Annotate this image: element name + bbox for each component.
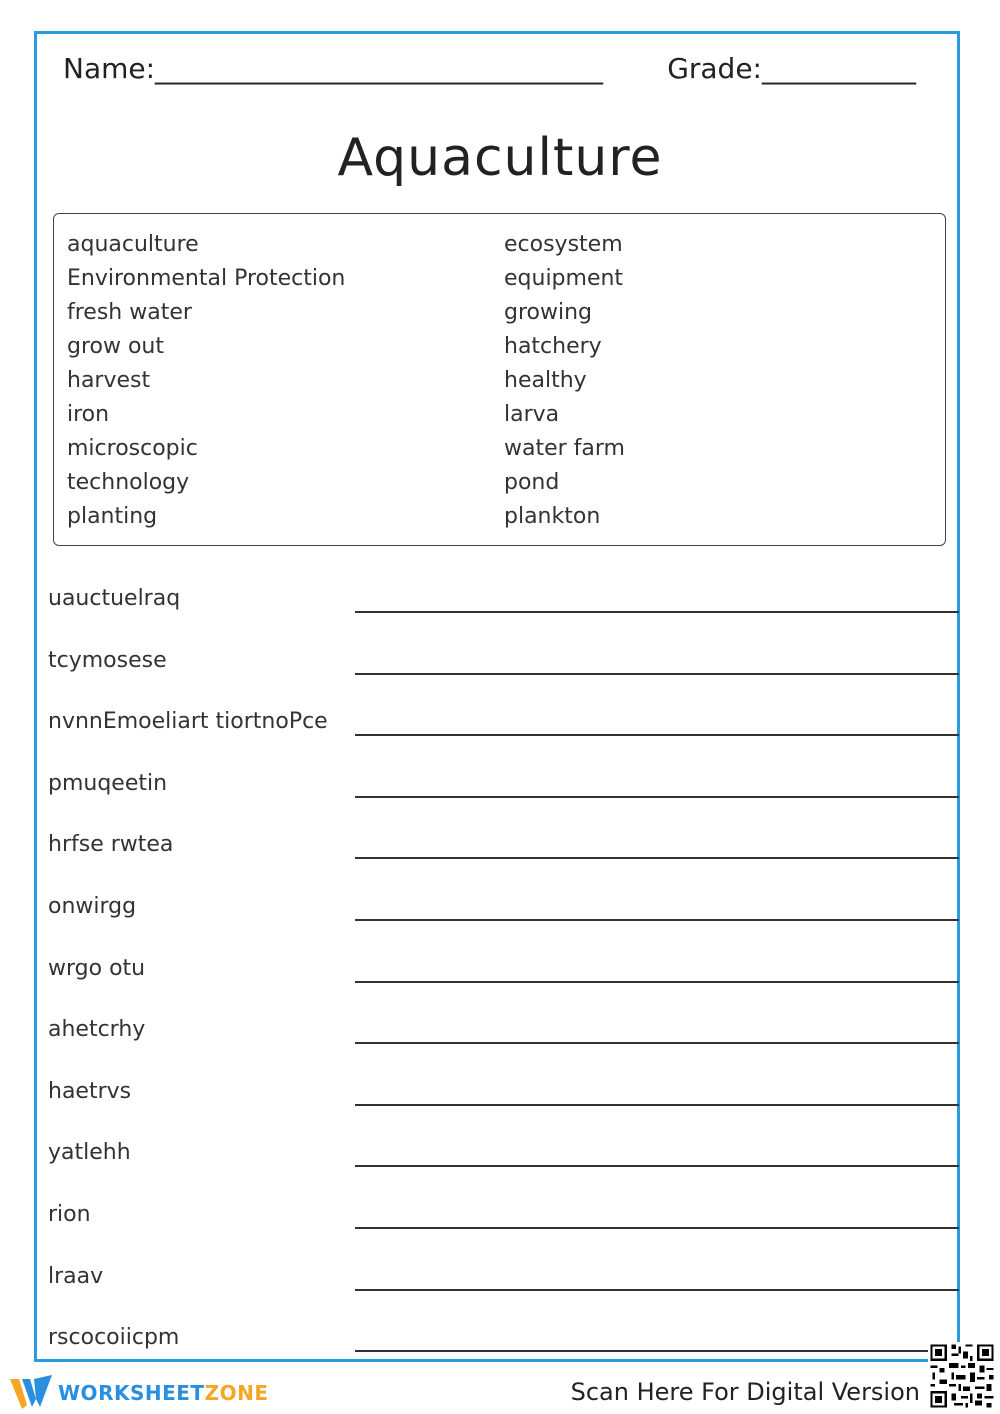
scramble-row [48, 1132, 960, 1194]
scrambled-word: lraav [48, 1263, 104, 1289]
word-bank-item: plankton [504, 504, 601, 529]
word-bank-item: growing [504, 300, 592, 325]
scrambled-word: pmuqeetin [48, 770, 168, 796]
answer-line[interactable] [355, 1042, 959, 1044]
scramble-row [48, 1009, 960, 1071]
answer-line[interactable] [355, 1104, 959, 1106]
word-bank-item: iron [67, 402, 110, 427]
answer-line[interactable] [355, 1350, 959, 1352]
answer-line[interactable] [355, 857, 959, 859]
word-bank-item: harvest [67, 368, 151, 393]
answer-line[interactable] [355, 673, 959, 675]
scramble-row [48, 1194, 960, 1256]
answer-line[interactable] [355, 1227, 959, 1229]
logo-text [58, 1381, 268, 1405]
word-bank-item: technology [67, 470, 190, 495]
word-bank-item: healthy [504, 368, 587, 393]
scramble-row [48, 640, 960, 702]
scramble-row [48, 1317, 960, 1379]
scrambled-word: ahetcrhy [48, 1017, 146, 1043]
answer-line[interactable] [355, 1289, 959, 1291]
answer-line[interactable] [355, 734, 959, 736]
scrambled-word: rscocoiicpm [48, 1325, 180, 1351]
grade-field[interactable]: Grade:___________ [667, 52, 916, 85]
scrambled-word: hrfse rwtea [48, 832, 174, 858]
word-bank-left-column [67, 228, 345, 534]
scramble-row [48, 701, 960, 763]
word-bank-item: grow out [67, 334, 165, 359]
word-bank-item: fresh water [67, 300, 192, 325]
scramble-row [48, 763, 960, 825]
scramble-row [48, 886, 960, 948]
scramble-row [48, 948, 960, 1010]
word-bank-item: Environmental Protection [67, 266, 346, 291]
answer-line[interactable] [355, 981, 959, 983]
scrambled-word: wrgo otu [48, 955, 146, 981]
header [63, 52, 916, 85]
scrambled-word: rion [48, 1201, 91, 1227]
word-bank-right-column [504, 228, 625, 534]
word-bank-item: microscopic [67, 436, 198, 461]
page-title: Aquaculture [337, 128, 663, 188]
logo-text-worksheet: WORKSHEET [58, 1381, 205, 1405]
scrambled-word: haetrvs [48, 1078, 132, 1104]
word-bank-item: pond [504, 470, 560, 495]
worksheetzone-logo-icon [10, 1375, 52, 1411]
word-bank-item: equipment [504, 266, 624, 291]
word-bank-item: planting [67, 504, 158, 529]
scrambled-word: onwirgg [48, 893, 137, 919]
scrambled-word: yatlehh [48, 1140, 131, 1166]
word-bank-item: aquaculture [67, 232, 199, 257]
answer-line[interactable] [355, 796, 959, 798]
worksheetzone-logo[interactable] [10, 1375, 268, 1411]
scramble-row [48, 1256, 960, 1318]
word-bank-item: larva [504, 402, 560, 427]
answer-line[interactable] [355, 611, 959, 613]
word-bank-item: ecosystem [504, 232, 623, 257]
scan-label: Scan Here For Digital Version [570, 1378, 920, 1406]
logo-text-zone: ZONE [204, 1381, 269, 1405]
answer-line[interactable] [355, 919, 959, 921]
scramble-row [48, 1071, 960, 1133]
qr-code-icon[interactable] [928, 1342, 996, 1410]
scrambled-word: tcymosese [48, 647, 167, 673]
word-bank [53, 213, 946, 546]
name-field[interactable]: Name:________________________________ [63, 52, 604, 85]
word-bank-item: hatchery [504, 334, 602, 359]
answer-line[interactable] [355, 1165, 959, 1167]
scramble-row [48, 578, 960, 640]
word-bank-item: water farm [504, 436, 625, 461]
scramble-rows [48, 578, 960, 1379]
scrambled-word: nvnnEmoeliart tiortnoPce [48, 709, 328, 735]
scrambled-word: uauctuelraq [48, 586, 181, 611]
scramble-row [48, 824, 960, 886]
